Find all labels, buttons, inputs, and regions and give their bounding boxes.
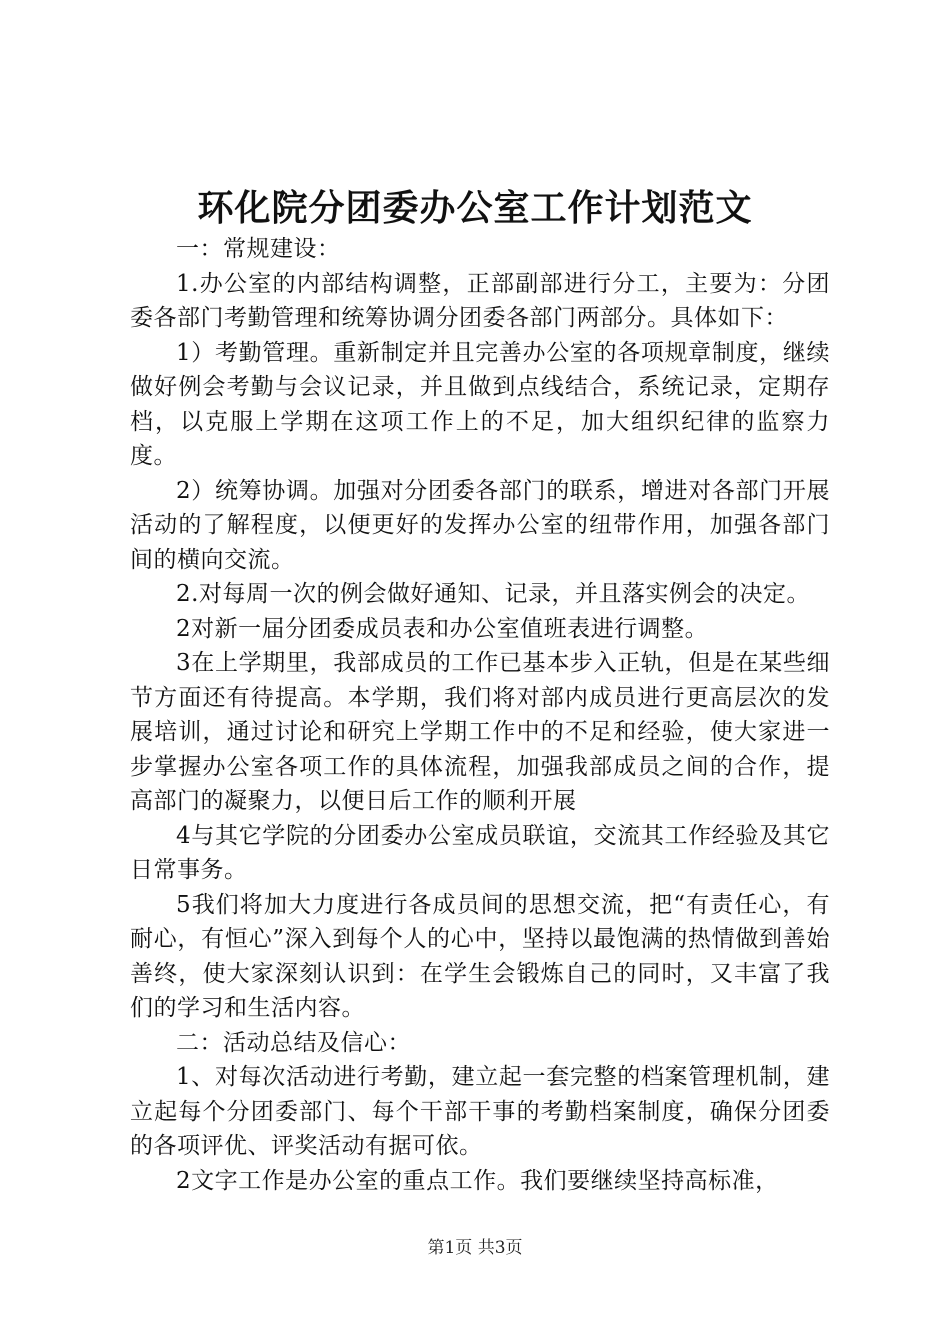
document-body	[130, 232, 830, 1198]
paragraph: 2对新一届分团委成员表和办公室值班表进行调整。	[176, 615, 709, 642]
paragraph: 3在上学期里，我部成员的工作已基本步入正轨，但是在某些细节方面还有待提高。本学期，我们将对部内成员进行更高层次的发展培训，通过讨论和研究上学期工作中的不足和经验，使大家进一步掌握办公室各项工作的具体流程，加强我部成员之间的合作，提高部门的凝聚力，以便日后工作的顺利开展	[130, 650, 830, 814]
paragraph: 4与其它学院的分团委办公室成员联谊，交流其工作经验及其它日常事务。	[130, 822, 830, 883]
paragraph: 一：常规建设：	[176, 236, 341, 262]
page-footer: 第1页 共3页	[427, 1238, 523, 1258]
paragraph: 二：活动总结及信心：	[176, 1029, 411, 1056]
paragraph: 2）统筹协调。加强对分团委各部门的联系，增进对各部门开展活动的了解程度，以便更好的发挥办公室的纽带作用，加强各部门间的横向交流。	[130, 477, 830, 573]
paragraph: 1）考勤管理。重新制定并且完善办公室的各项规章制度，继续做好例会考勤与会议记录，并且做到点线结合，系统记录，定期存档，以克服上学期在这项工作上的不足，加大组织纪律的监察力度。	[130, 339, 830, 469]
document-title: 环化院分团委办公室工作计划范文	[197, 187, 753, 229]
paragraph: 2文字工作是办公室的重点工作。我们要继续坚持高标准，	[176, 1167, 779, 1194]
paragraph: 2.对每周一次的例会做好通知、记录，并且落实例会的决定。	[176, 581, 810, 607]
paragraph: 5我们将加大力度进行各成员间的思想交流，把“有责任心，有耐心，有恒心”深入到每个人的心中，坚持以最饱满的热情做到善始善终，使大家深刻认识到：在学生会锻炼自己的同时，又丰富了我们的学习和生活内容。	[130, 891, 830, 1021]
paragraph: 1、对每次活动进行考勤，建立起一套完整的档案管理机制，建立起每个分团委部门、每个干部干事的考勤档案制度，确保分团委的各项评优、评奖活动有据可依。	[130, 1064, 830, 1159]
paragraph: 1.办公室的内部结构调整，正部副部进行分工，主要为：分团委各部门考勤管理和统筹协调分团委各部门两部分。具体如下：	[130, 270, 830, 331]
